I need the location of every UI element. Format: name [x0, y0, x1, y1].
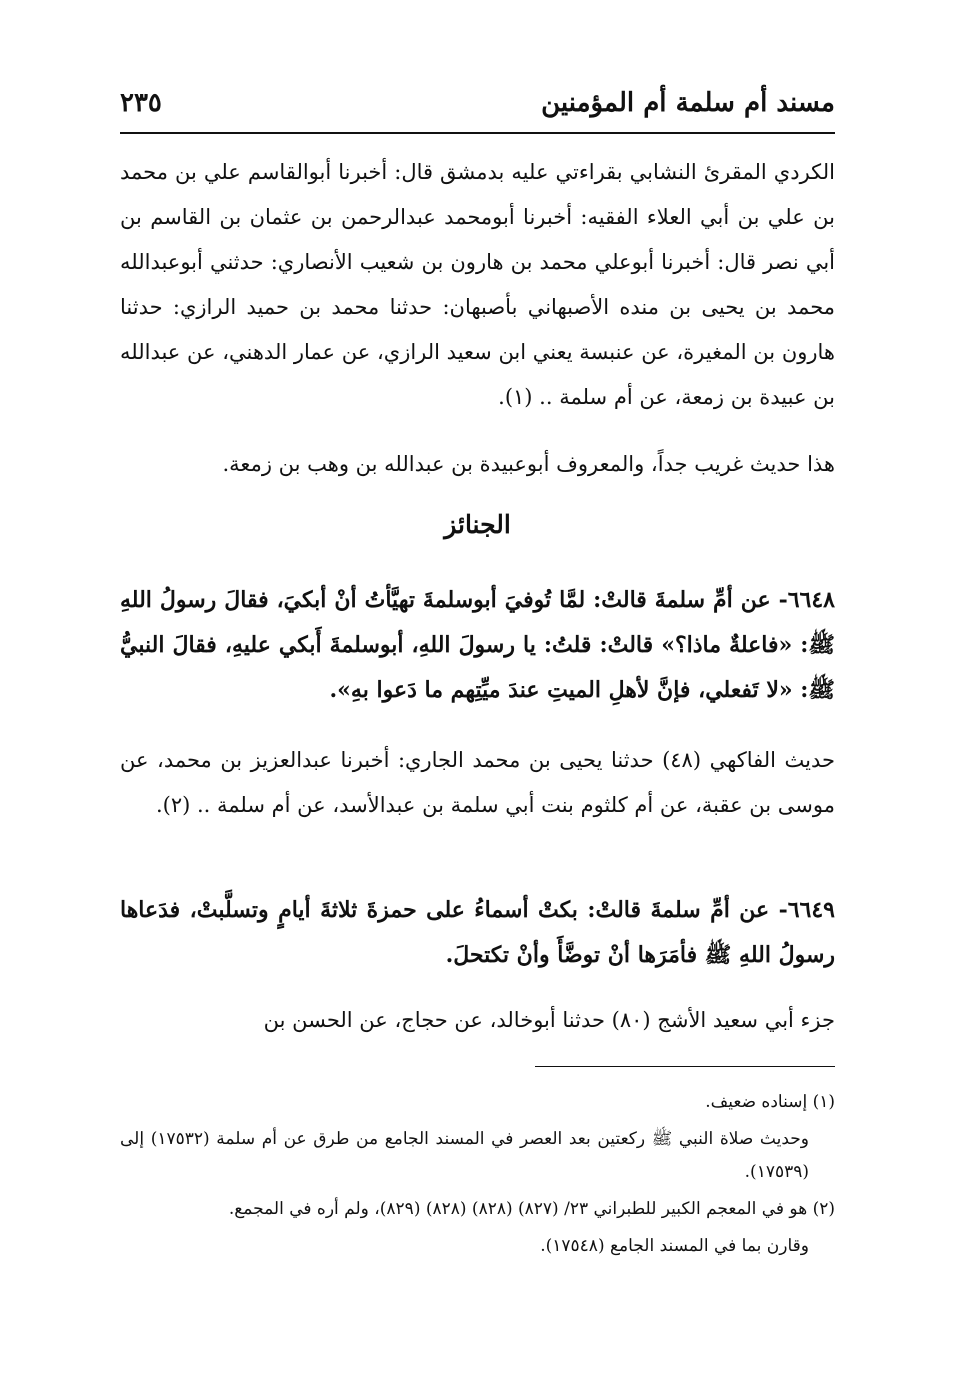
- paragraph-isnad: الكردي المقرئ النشابي بقراءتي عليه بدمشق قال: أخبرنا أبوالقاسم علي بن محمد بن علي بن أبي العلاء الفقيه: أخبرنا أبومحمد عبدالرحمن بن عثمان بن القاسم بن أبي نصر قال: أخبرنا أبوعلي محمد بن هارون بن شعيب الأنصاري: حدثني أبوعبدالله محمد بن يحيى بن منده الأصبهاني بأصبهان: حدثنا محمد بن حميد الرازي: حدثنا هارون بن المغيرة، عن عنبسة يعني ابن سعيد الرازي، عن عمار الدهني، عن عبدالله بن عبيدة بن زمعة، عن أم سلمة .. (١).: [120, 160, 835, 409]
- footnote-2-continuation: وقارن بما في المسند الجامع (١٧٥٤٨).: [540, 1236, 809, 1256]
- footnote-1-continuation: وحديث صلاة النبي ﷺ ركعتين بعد العصر في المسند الجامع من طرق عن أم سلمة (١٧٥٣٢) إلى (١٧٥٣٩).: [120, 1129, 809, 1182]
- hadith-6648: ٦٦٤٨- عن أمِّ سلمةَ قالتْ: لمَّا تُوفيَ أبوسلمةَ تهيَّأتُ أنْ أبكيَ، فقالَ رسولُ اللهِ ﷺ: «فاعلةٌ ماذا؟» قالتْ: قلتُ: يا رسولَ اللهِ، أبوسلمةَ أَبكي عليهِ، فقالَ النبيُّ ﷺ: «لا تَفعلي، فإنَّ لأهلِ الميتِ عندَ ميِّتِهم ما دَعوا بهِ».: [120, 587, 835, 703]
- footnote-divider: [535, 1066, 835, 1067]
- running-title: مسند أم سلمة أم المؤمنين: [541, 88, 835, 118]
- paragraph-source-ashaj: جزء أبي سعيد الأشج (٨٠) حدثنا أبوخالد، عن حجاج، عن الحسن بن: [263, 1008, 835, 1032]
- section-title: الجنائز: [444, 510, 511, 539]
- page-number: ٢٣٥: [120, 88, 162, 118]
- footnotes: [120, 1086, 835, 1267]
- page-header: [120, 86, 835, 134]
- paragraph-source-fakihi: حديث الفاكهي (٤٨) حدثنا يحيى بن محمد الجاري: أخبرنا عبدالعزيز بن محمد، عن موسى بن عقبة، عن أم كلثوم بنت أبي سلمة بن عبدالأسد، عن أم سلمة .. (٢).: [120, 748, 835, 817]
- footnote-1: (١) إسناده ضعيف.: [705, 1092, 835, 1112]
- paragraph-comment: هذا حديث غريب جداً، والمعروف أبوعبيدة بن عبدالله بن وهب بن زمعة.: [222, 452, 835, 476]
- footnote-2: (٢) هو في المعجم الكبير للطبراني ٢٣/ (٨٢٧) (٨٢٨) (٨٢٨) (٨٢٩)، ولم أره في المجمع.: [228, 1199, 835, 1219]
- hadith-6649: ٦٦٤٩- عن أمِّ سلمةَ قالتْ: بكتْ أسماءُ على حمزةَ ثلاثةَ أيامٍ وتسلَّبتْ، فدَعاها رسولُ اللهِ ﷺ فأمَرَها أنْ توضَّأَ وأنْ تكتحلَ.: [120, 897, 835, 968]
